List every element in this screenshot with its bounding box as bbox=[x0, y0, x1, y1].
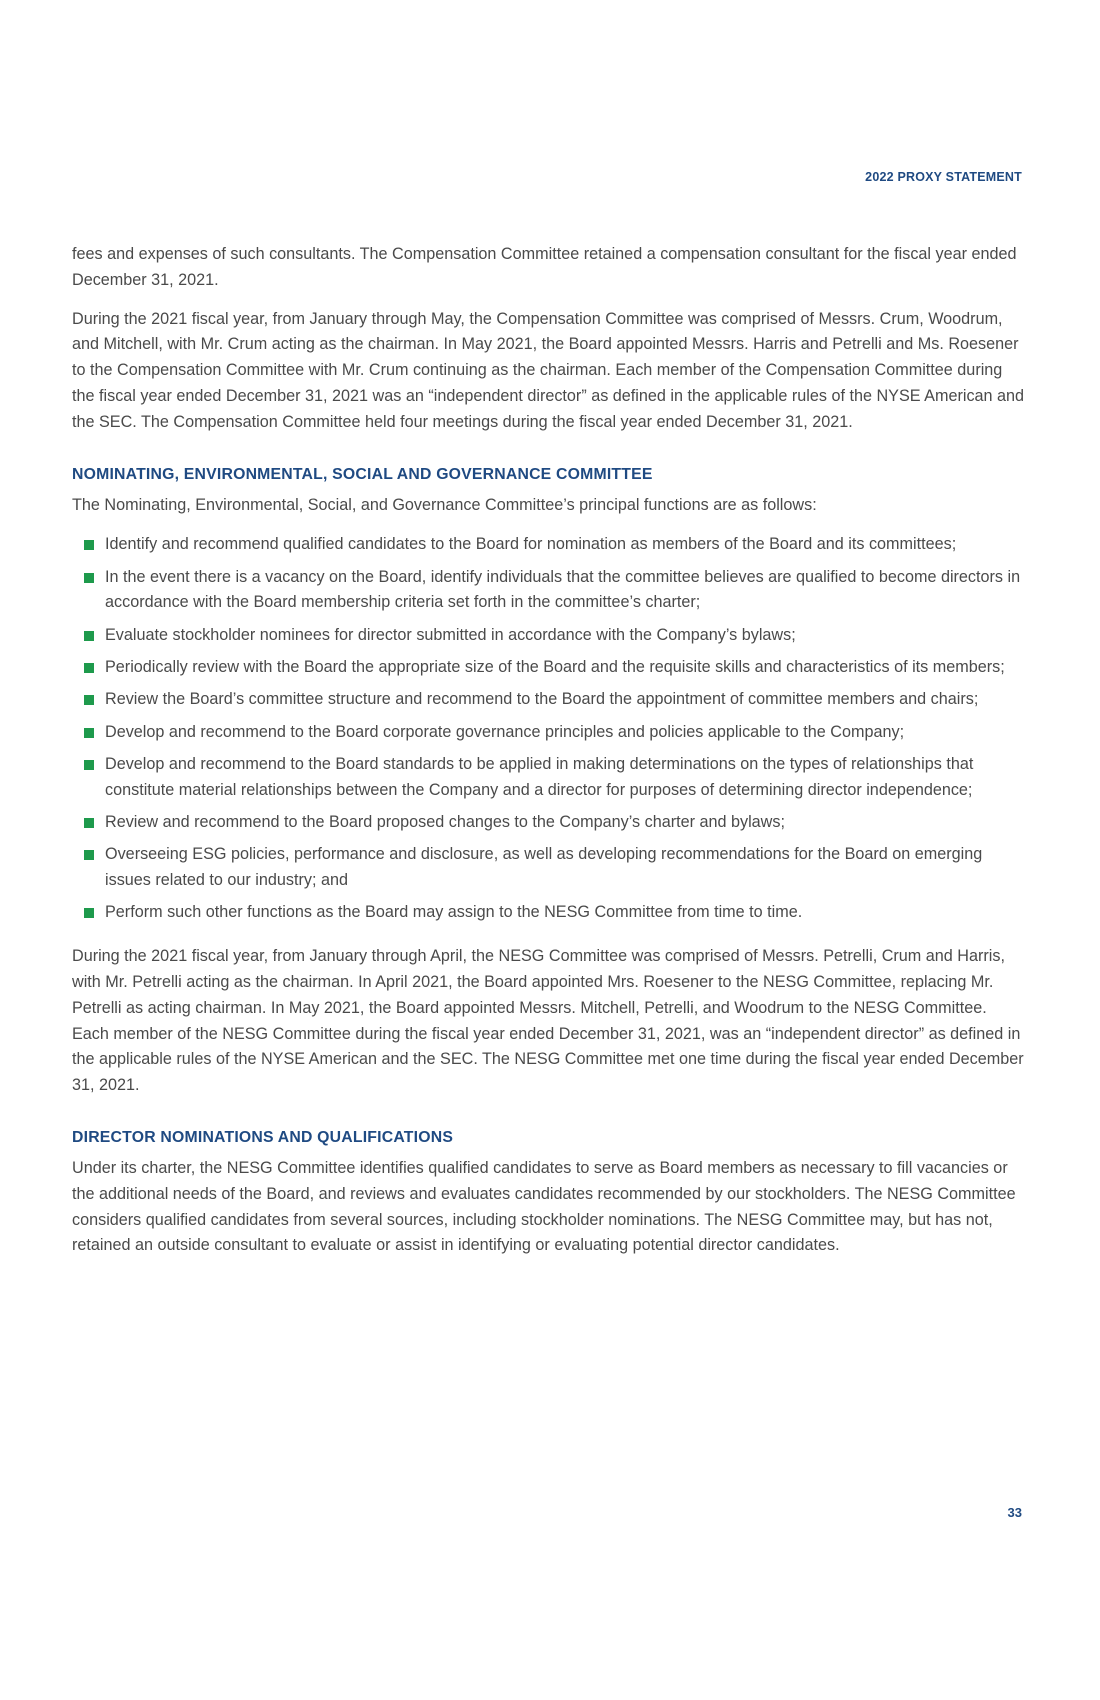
paragraph-compensation-committee: During the 2021 fiscal year, from January through May, the Compensation Committee was comprised of Messrs. Crum, Woodrum, and Mitchell, with Mr. Crum acting as the chairman. In May 2021, the Board appointed Messrs. Harris and Petrelli and Ms. Roesener to the Compensation Committee with Mr. Crum continuing as the chairman. Each member of the Compensation Committee during the fiscal year ended December 31, 2021 was an “independent director” as defined in the applicable rules of the NYSE American and the SEC. The Compensation Committee held four meetings during the fiscal year ended December 31, 2021. bbox=[72, 309, 1025, 431]
list-item-text: Periodically review with the Board the appropriate size of the Board and the requisite skills and characteristics of its members; bbox=[105, 658, 1005, 677]
page-number: 33 bbox=[1007, 1505, 1022, 1520]
list-item bbox=[72, 655, 1028, 681]
paragraph-director-nominations: Under its charter, the NESG Committee identifies qualified candidates to serve as Board members as necessary to fill vacancies or the additional needs of the Board, and reviews and evaluates candidates recommended by our stockholders. The NESG Committee considers qualified candidates from several sources, including stockholder nominations. The NESG Committee may, but has not, retained an outside consultant to evaluate or assist in identifying or evaluating potential director candidates. bbox=[72, 1159, 1016, 1255]
list-item bbox=[72, 687, 1028, 713]
list-item bbox=[72, 532, 1028, 558]
bullet-square-icon bbox=[84, 540, 94, 550]
list-item-text: Identify and recommend qualified candidates to the Board for nomination as members of the Board and its committees; bbox=[105, 535, 957, 554]
list-item-text: Develop and recommend to the Board standards to be applied in making determinations on the types of relationships that constitute material relationships between the Company and a director for purposes of determining director independence; bbox=[105, 754, 974, 799]
section-heading-nesg: NOMINATING, ENVIRONMENTAL, SOCIAL AND GOVERNANCE COMMITTEE bbox=[72, 465, 653, 483]
bullet-square-icon bbox=[84, 760, 94, 770]
list-item-text: Overseeing ESG policies, performance and disclosure, as well as developing recommendations for the Board on emerging issues related to our industry; and bbox=[105, 845, 983, 890]
paragraph-nesg-intro: The Nominating, Environmental, Social, and Governance Committee’s principal functions are as follows: bbox=[72, 495, 817, 514]
list-item bbox=[72, 720, 1028, 746]
list-item-text: Perform such other functions as the Board may assign to the NESG Committee from time to time. bbox=[105, 903, 803, 922]
list-item bbox=[72, 623, 1028, 649]
bullet-square-icon bbox=[84, 818, 94, 828]
bullet-square-icon bbox=[84, 850, 94, 860]
list-item bbox=[72, 842, 1028, 894]
paragraph-nesg-membership: During the 2021 fiscal year, from January through April, the NESG Committee was comprised of Messrs. Petrelli, Crum and Harris, with Mr. Petrelli acting as the chairman. In April 2021, the Board appointed Mrs. Roesener to the NESG Committee, replacing Mr. Petrelli as acting chairman. In May 2021, the Board appointed Messrs. Mitchell, Petrelli, and Woodrum to the NESG Committee. Each member of the NESG Committee during the fiscal year ended December 31, 2021, was an “independent director” as defined in the applicable rules of the NYSE American and the SEC. The NESG Committee met one time during the fiscal year ended December 31, 2021. bbox=[72, 947, 1024, 1095]
list-item-text: Review and recommend to the Board proposed changes to the Company’s charter and bylaws; bbox=[105, 813, 785, 832]
list-item-text: Develop and recommend to the Board corporate governance principles and policies applicable to the Company; bbox=[105, 722, 905, 741]
list-item bbox=[72, 810, 1028, 836]
bullet-square-icon bbox=[84, 573, 94, 583]
bullet-square-icon bbox=[84, 695, 94, 705]
bullet-square-icon bbox=[84, 631, 94, 641]
nesg-functions-list bbox=[72, 532, 1028, 926]
list-item bbox=[72, 900, 1028, 926]
running-header-title: 2022 PROXY STATEMENT bbox=[865, 170, 1022, 184]
bullet-square-icon bbox=[84, 908, 94, 918]
list-item bbox=[72, 752, 1028, 804]
bullet-square-icon bbox=[84, 663, 94, 673]
section-heading-director-nominations: DIRECTOR NOMINATIONS AND QUALIFICATIONS bbox=[72, 1129, 454, 1147]
list-item bbox=[72, 565, 1028, 617]
bullet-square-icon bbox=[84, 728, 94, 738]
list-item-text: Evaluate stockholder nominees for director submitted in accordance with the Company’s bylaws; bbox=[105, 625, 796, 644]
page-body bbox=[72, 242, 1028, 1272]
list-item-text: Review the Board’s committee structure and recommend to the Board the appointment of committee members and chairs; bbox=[105, 690, 979, 709]
list-item-text: In the event there is a vacancy on the Board, identify individuals that the committee believes are qualified to become directors in accordance with the Board membership criteria set forth in the committee’s charter; bbox=[105, 567, 1021, 612]
paragraph-consultant-fees: fees and expenses of such consultants. The Compensation Committee retained a compensation consultant for the fiscal year ended December 31, 2021. bbox=[72, 245, 1017, 289]
